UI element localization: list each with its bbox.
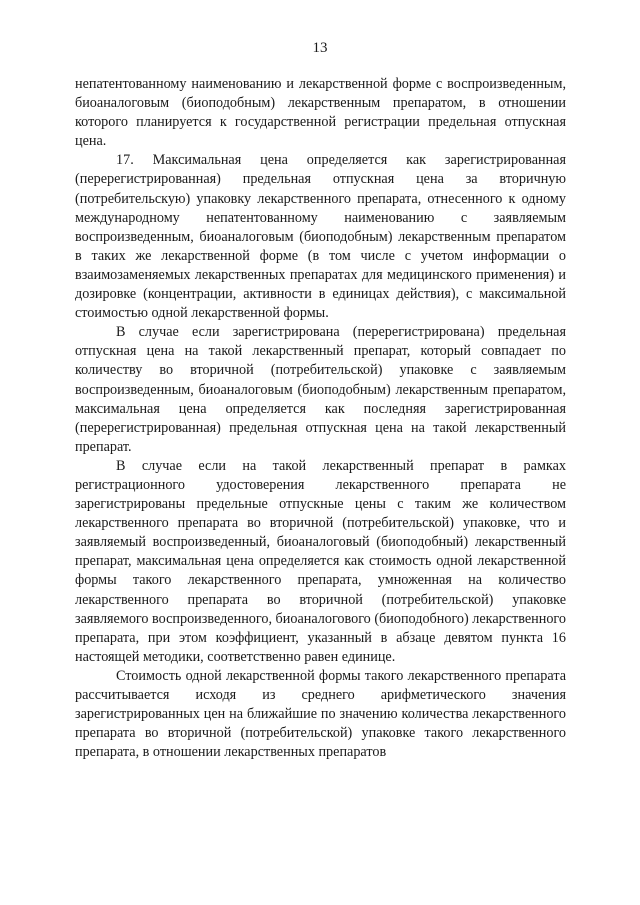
page-number: 13 <box>312 40 328 56</box>
document-body <box>75 75 566 762</box>
paragraph-item-17: 17. Максимальная цена определяется как зарегистрированная (перерегистрированная) предельная отпускная цена за вторичную (потребительскую) упаковку лекарственного препарата, отнесенного к одному международному непатентованному наименованию с заявляемым воспроизведенным, биоаналоговым (биоподобным) лекарственным препаратом в таких же лекарственной форме (в том числе с учетом информации о взаимозаменяемых лекарственных препаратах для медицинского применения) и дозировке (концентрации, активности в единицах действия), с максимальной стоимостью одной лекарственной формы. <box>75 152 566 322</box>
paragraph-registered-price-case: В случае если зарегистрирована (перерегистрирована) предельная отпускная цена на такой лекарственный препарат, который совпадает по количеству во вторичной (потребительской) упаковке с заявляемым воспроизведенным, биоаналоговым (биоподобным) лекарственным препаратом, максимальная цена определяется как последняя зарегистрированная (перерегистрированная) предельная отпускная цена на такой лекарственный препарат. <box>75 324 566 455</box>
paragraph-unit-cost: Стоимость одной лекарственной формы такого лекарственного препарата рассчитывается исходя из среднего арифметического значения зарегистрированных цен на ближайшие по значению количества лекарственного препарата во вторичной (потребительской) упаковке такого лекарственного препарата, в отношении лекарственных препаратов <box>75 667 566 761</box>
paragraph-continuation: непатентованному наименованию и лекарственной форме с воспроизведенным, биоаналоговым (биоподобным) лекарственным препаратом, в отношении которого планируется к государственной регистрации предельная отпускная цена. <box>75 76 566 150</box>
paragraph-unregistered-price-case: В случае если на такой лекарственный препарат в рамках регистрационного удостоверения лекарственного препарата не зарегистрированы предельные отпускные цены с таким же количеством лекарственного препарата во вторичной (потребительской) упаковке, что и заявляемый воспроизведенный, биоаналоговый (биоподобный) лекарственный препарат, максимальная цена определяется как стоимость одной лекарственной формы такого лекарственного препарата, умноженная на количество лекарственного препарата во вторичной (потребительской) упаковке заявляемого воспроизведенного, биоаналогового (биоподобного) лекарственного препарата, при этом коэффициент, указанный в абзаце девятом пункта 16 настоящей методики, соответственно равен единице. <box>75 457 566 665</box>
